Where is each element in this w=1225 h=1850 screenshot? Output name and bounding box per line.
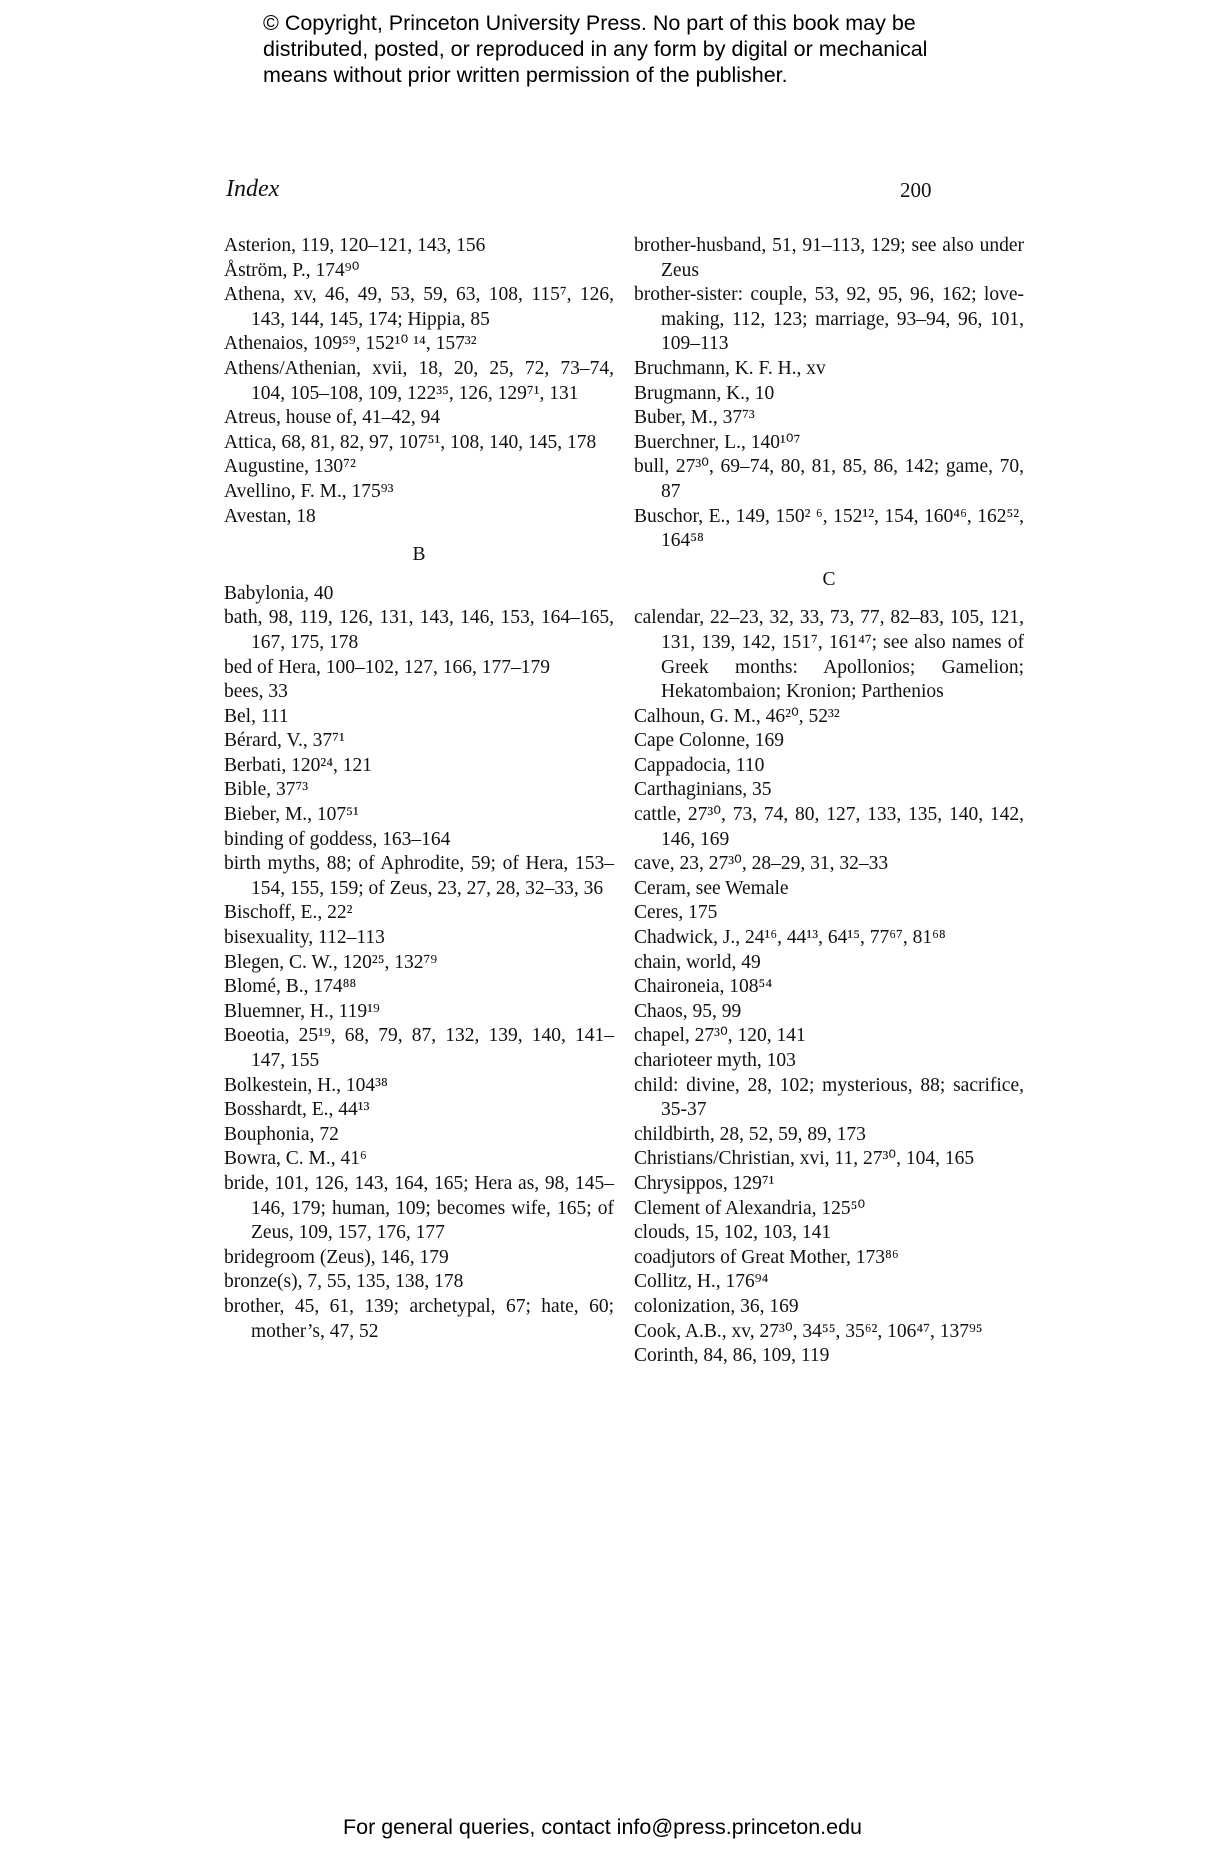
index-entry: brother-sister: couple, 53, 92, 95, 96, 162; love-making, 112, 123; marriage, 93–94, 96, 101, 109–113 [634, 284, 1024, 355]
index-entry: Bluemner, H., 119¹⁹ [224, 1000, 380, 1022]
index-entry: brother-husband, 51, 91–113, 129; see also under Zeus [634, 235, 1024, 281]
index-entry: Calhoun, G. M., 46²⁰, 52³² [634, 705, 840, 727]
copyright-notice [263, 10, 1023, 88]
index-entry: chapel, 27³⁰, 120, 141 [634, 1025, 806, 1047]
index-entry: Collitz, H., 176⁹⁴ [634, 1271, 769, 1293]
index-entry: child: divine, 28, 102; mysterious, 88; sacrifice, 35-37 [634, 1074, 1024, 1121]
index-column-left [224, 234, 614, 1344]
index-entry: bull, 27³⁰, 69–74, 80, 81, 85, 86, 142; game, 70, 87 [634, 456, 1024, 502]
index-entry: Avestan, 18 [224, 505, 316, 527]
index-entry: Buschor, E., 149, 150² ⁶, 152¹², 154, 160⁴⁶, 162⁵², 164⁵⁸ [634, 505, 1024, 552]
index-entry: bridegroom (Zeus), 146, 179 [224, 1246, 449, 1268]
index-entry: Chadwick, J., 24¹⁶, 44¹³, 64¹⁵, 77⁶⁷, 81⁶⁸ [634, 927, 946, 949]
section-letter-b: B [412, 544, 426, 566]
index-entry: Chaironeia, 108⁵⁴ [634, 976, 773, 998]
running-title: Index [226, 176, 280, 202]
footer-contact: For general queries, contact info@press.princeton.edu [343, 1815, 863, 1839]
index-entry: Boeotia, 25¹⁹, 68, 79, 87, 132, 139, 140, 141–147, 155 [224, 1025, 614, 1071]
index-entry: Berbati, 120²⁴, 121 [224, 754, 373, 776]
index-entry: Bieber, M., 107⁵¹ [224, 804, 359, 826]
index-entry: Åström, P., 174⁹⁰ [224, 259, 360, 281]
copyright-line: means without prior written permission of the publisher. [263, 63, 788, 87]
index-entry: bisexuality, 112–113 [224, 927, 385, 949]
index-entry: Blomé, B., 174⁸⁸ [224, 976, 357, 998]
index-entry: bronze(s), 7, 55, 135, 138, 178 [224, 1271, 464, 1293]
index-entry: coadjutors of Great Mother, 173⁸⁶ [634, 1246, 899, 1268]
index-entry: birth myths, 88; of Aphrodite, 59; of Hera, 153–154, 155, 159; of Zeus, 23, 27, 28, 32–33, 36 [224, 853, 614, 899]
index-entry: charioteer myth, 103 [634, 1050, 796, 1071]
index-entry: colonization, 36, 169 [634, 1295, 799, 1317]
copyright-line: distributed, posted, or reproduced in any form by digital or mechanical [263, 37, 928, 61]
index-entry: Bérard, V., 37⁷¹ [224, 730, 345, 752]
index-entry: Athenaios, 109⁵⁹, 152¹⁰ ¹⁴, 157³² [224, 333, 477, 355]
index-entry: Cape Colonne, 169 [634, 730, 785, 752]
index-entry: chain, world, 49 [634, 951, 761, 973]
index-entry: brother, 45, 61, 139; archetypal, 67; hate, 60; mother’s, 47, 52 [224, 1295, 614, 1342]
index-entry: Babylonia, 40 [224, 582, 334, 604]
index-entry: Buerchner, L., 140¹⁰⁷ [634, 431, 801, 453]
index-entry: Corinth, 84, 86, 109, 119 [634, 1345, 830, 1367]
index-entry: Bel, 111 [224, 705, 289, 727]
index-entry: Bischoff, E., 22² [224, 902, 353, 924]
index-entry: Brugmann, K., 10 [634, 382, 775, 404]
index-entry: cave, 23, 27³⁰, 28–29, 31, 32–33 [634, 853, 889, 875]
index-entry: Avellino, F. M., 175⁹³ [224, 480, 394, 502]
index-column-right [634, 234, 1024, 1369]
entries-b [224, 582, 614, 1344]
index-entry: Bowra, C. M., 41⁶ [224, 1148, 367, 1170]
index-entry: clouds, 15, 102, 103, 141 [634, 1222, 832, 1244]
copyright-line: © Copyright, Princeton University Press. No part of this book may be [263, 11, 916, 35]
index-entry: Bosshardt, E., 44¹³ [224, 1099, 370, 1121]
entries-c [634, 606, 1024, 1368]
index-entry: Athens/Athenian, xvii, 18, 20, 25, 72, 73–74, 104, 105–108, 109, 122³⁵, 126, 129⁷¹, 131 [224, 357, 614, 404]
section-letter-c: C [822, 568, 836, 590]
index-entry: Carthaginians, 35 [634, 779, 772, 801]
index-entry: Chrysippos, 129⁷¹ [634, 1172, 775, 1194]
index-entry: Bolkestein, H., 104³⁸ [224, 1074, 388, 1096]
index-entry: Chaos, 95, 99 [634, 1000, 742, 1022]
index-entry: Clement of Alexandria, 125⁵⁰ [634, 1197, 866, 1219]
index-entry: Cappadocia, 110 [634, 754, 765, 776]
index-entry: Bouphonia, 72 [224, 1123, 339, 1145]
index-entry: Cook, A.B., xv, 27³⁰, 34⁵⁵, 35⁶², 106⁴⁷, 137⁹⁵ [634, 1320, 983, 1342]
page-number: 200 [900, 178, 932, 202]
index-entry: bride, 101, 126, 143, 164, 165; Hera as, 98, 145–146, 179; human, 109; becomes wife, 165; of Zeus, 109, 157, 176, 177 [224, 1172, 614, 1244]
index-entry: Blegen, C. W., 120²⁵, 132⁷⁹ [224, 951, 438, 973]
entries-b-continued [634, 234, 1024, 554]
entries-a [224, 234, 614, 529]
index-entry: Ceres, 175 [634, 902, 718, 924]
index-entry: cattle, 27³⁰, 73, 74, 80, 127, 133, 135, 140, 142, 146, 169 [634, 804, 1024, 850]
index-entry: Atreus, house of, 41–42, 94 [224, 407, 441, 429]
index-entry: Attica, 68, 81, 82, 97, 107⁵¹, 108, 140, 145, 178 [224, 431, 597, 453]
index-entry: binding of goddess, 163–164 [224, 828, 451, 850]
index-entry: Ceram, see Wemale [634, 877, 789, 899]
index-entry: Athena, xv, 46, 49, 53, 59, 63, 108, 115⁷, 126, 143, 144, 145, 174; Hippia, 85 [224, 284, 614, 330]
index-entry: Asterion, 119, 120–121, 143, 156 [224, 235, 486, 256]
index-entry: calendar, 22–23, 32, 33, 73, 77, 82–83, 105, 121, 131, 139, 142, 151⁷, 161⁴⁷; see also names of Greek months: Apollonios; Gamelion; Hekatombaion; Kronion; Parthenios [634, 607, 1024, 703]
index-entry: Buber, M., 37⁷³ [634, 407, 755, 429]
index-entry: Bruchmann, K. F. H., xv [634, 357, 826, 379]
index-entry: childbirth, 28, 52, 59, 89, 173 [634, 1123, 866, 1145]
index-entry: bed of Hera, 100–102, 127, 166, 177–179 [224, 656, 551, 678]
index-entry: bath, 98, 119, 126, 131, 143, 146, 153, 164–165, 167, 175, 178 [224, 607, 614, 653]
index-entry: Christians/Christian, xvi, 11, 27³⁰, 104, 165 [634, 1148, 975, 1170]
index-entry: Bible, 37⁷³ [224, 779, 309, 801]
index-entry: bees, 33 [224, 681, 288, 703]
index-entry: Augustine, 130⁷² [224, 456, 356, 478]
